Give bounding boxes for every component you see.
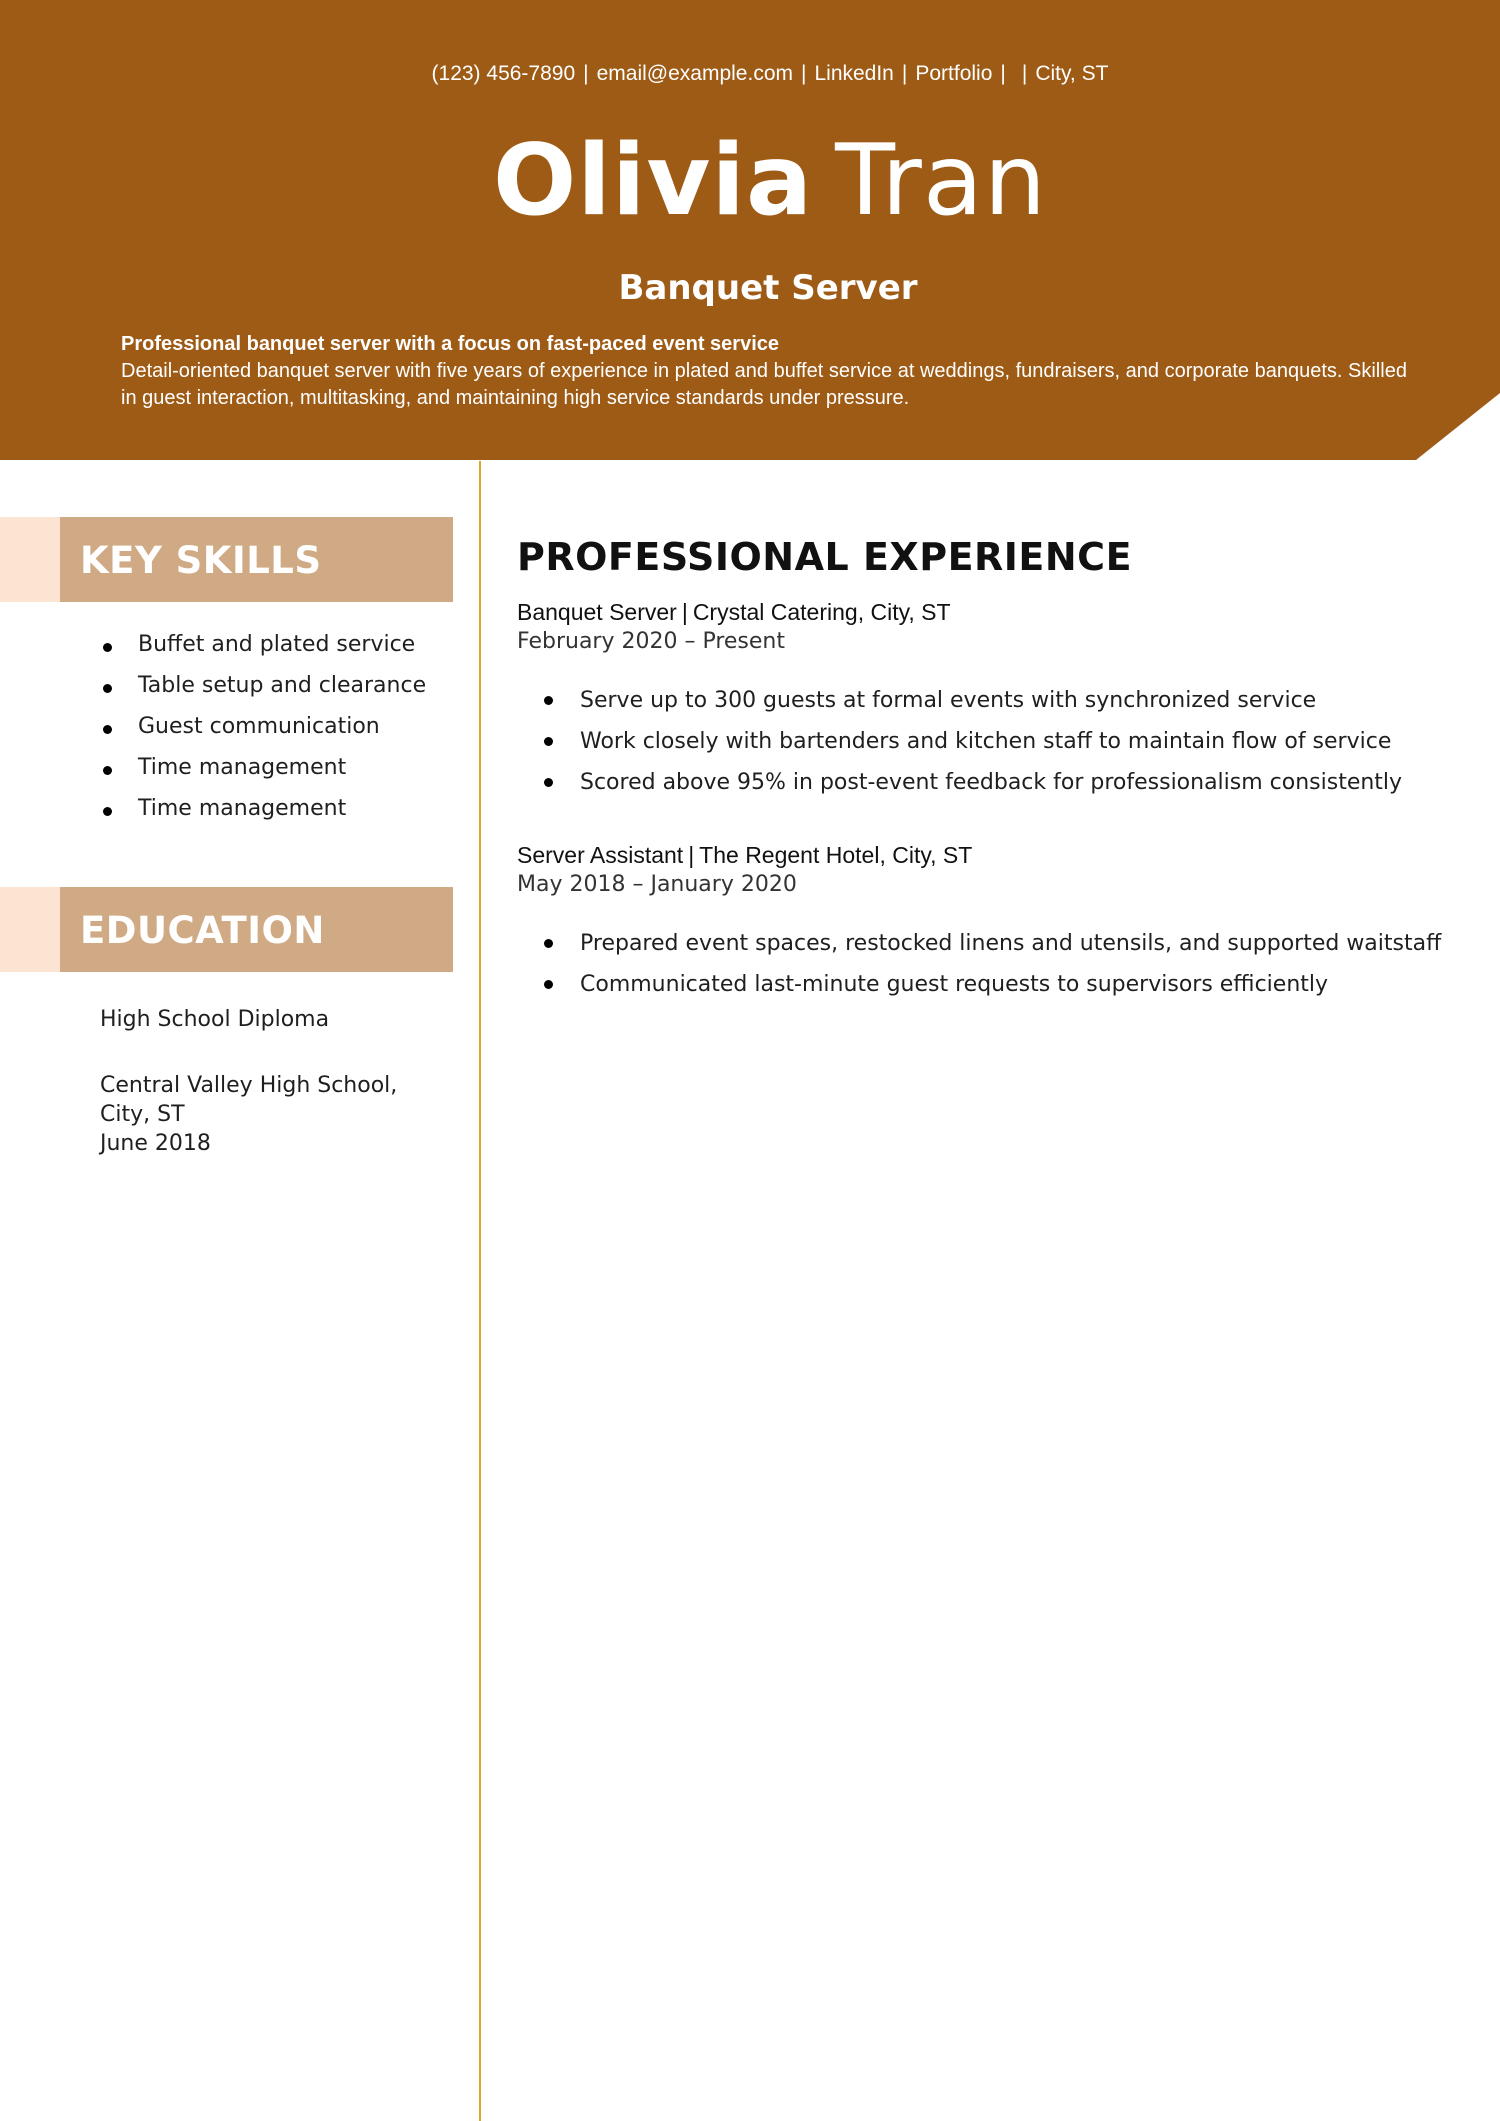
skill-item: Guest communication bbox=[0, 714, 426, 755]
job-entry bbox=[517, 598, 1457, 803]
skills-title: KEY SKILLS bbox=[80, 539, 322, 582]
summary-title: Professional banquet server with a focus on fast-paced event service bbox=[121, 333, 779, 355]
separator: | bbox=[688, 842, 695, 868]
job-company: Crystal Catering, City, ST bbox=[692, 599, 951, 625]
contact-email[interactable]: email@example.com bbox=[596, 62, 793, 85]
first-name: Olivia bbox=[492, 124, 814, 238]
separator: | bbox=[901, 62, 908, 85]
education-degree: High School Diploma bbox=[100, 1007, 330, 1032]
skills-section-header bbox=[60, 517, 453, 602]
separator: | bbox=[681, 599, 688, 625]
separator: | bbox=[1021, 62, 1028, 85]
job-bullet: Work closely with bartenders and kitchen staff to maintain flow of service bbox=[517, 721, 1457, 762]
job-role: Banquet Server bbox=[517, 599, 677, 625]
resume-header bbox=[0, 0, 1500, 460]
job-bullet: Prepared event spaces, restocked linens and utensils, and supported waitstaff bbox=[517, 923, 1457, 964]
job-bullets bbox=[517, 923, 1457, 1005]
education-school: Central Valley High School, City, ST bbox=[100, 1073, 398, 1127]
skill-item: Buffet and plated service bbox=[0, 632, 426, 673]
education-date: June 2018 bbox=[100, 1131, 211, 1156]
skill-item: Table setup and clearance bbox=[0, 673, 426, 714]
education-section-header bbox=[60, 887, 453, 972]
job-role: Server Assistant bbox=[517, 842, 684, 868]
column-divider bbox=[479, 461, 481, 2121]
experience-title: PROFESSIONAL EXPERIENCE bbox=[517, 535, 1133, 579]
separator: | bbox=[801, 62, 807, 85]
job-dates: February 2020 – Present bbox=[517, 629, 785, 654]
header-corner-cut bbox=[1416, 393, 1500, 460]
summary bbox=[121, 331, 1411, 412]
last-name: Tran bbox=[835, 124, 1048, 238]
job-title-line bbox=[517, 598, 1457, 627]
skill-item: Time management bbox=[0, 796, 426, 837]
job-bullets bbox=[517, 680, 1457, 803]
experience-section bbox=[517, 535, 1457, 1005]
summary-text: Detail-oriented banquet server with five years of experience in plated and buffet service at weddings, fundraisers, and corporate banquets. Skilled in guest interaction, multitasking, and maintaining high service standards under pressure. bbox=[121, 360, 1407, 409]
job-bullet: Communicated last-minute guest requests to supervisors efficiently bbox=[517, 964, 1457, 1005]
job-title-line bbox=[517, 841, 1457, 870]
contact-portfolio[interactable]: Portfolio bbox=[915, 62, 993, 85]
job-bullet: Scored above 95% in post-event feedback for professionalism consistently bbox=[517, 762, 1457, 803]
separator: | bbox=[1000, 62, 1006, 85]
education-title: EDUCATION bbox=[80, 909, 325, 952]
separator: | bbox=[583, 62, 589, 85]
contact-location: City, ST bbox=[1035, 62, 1109, 85]
job-headline: Banquet Server bbox=[618, 268, 918, 308]
job-dates: May 2018 – January 2020 bbox=[517, 872, 797, 897]
job-company: The Regent Hotel, City, ST bbox=[699, 842, 973, 868]
contact-phone: (123) 456-7890 bbox=[431, 62, 576, 85]
job-bullet: Serve up to 300 guests at formal events with synchronized service bbox=[517, 680, 1457, 721]
contact-line bbox=[0, 62, 1500, 86]
section-accent bbox=[0, 887, 60, 972]
candidate-name bbox=[0, 124, 1500, 238]
contact-linkedin[interactable]: LinkedIn bbox=[814, 62, 894, 85]
section-accent bbox=[0, 517, 60, 602]
skills-list bbox=[0, 632, 426, 837]
education-entry bbox=[100, 1005, 450, 1158]
skill-item: Time management bbox=[0, 755, 426, 796]
job-entry bbox=[517, 841, 1457, 1005]
